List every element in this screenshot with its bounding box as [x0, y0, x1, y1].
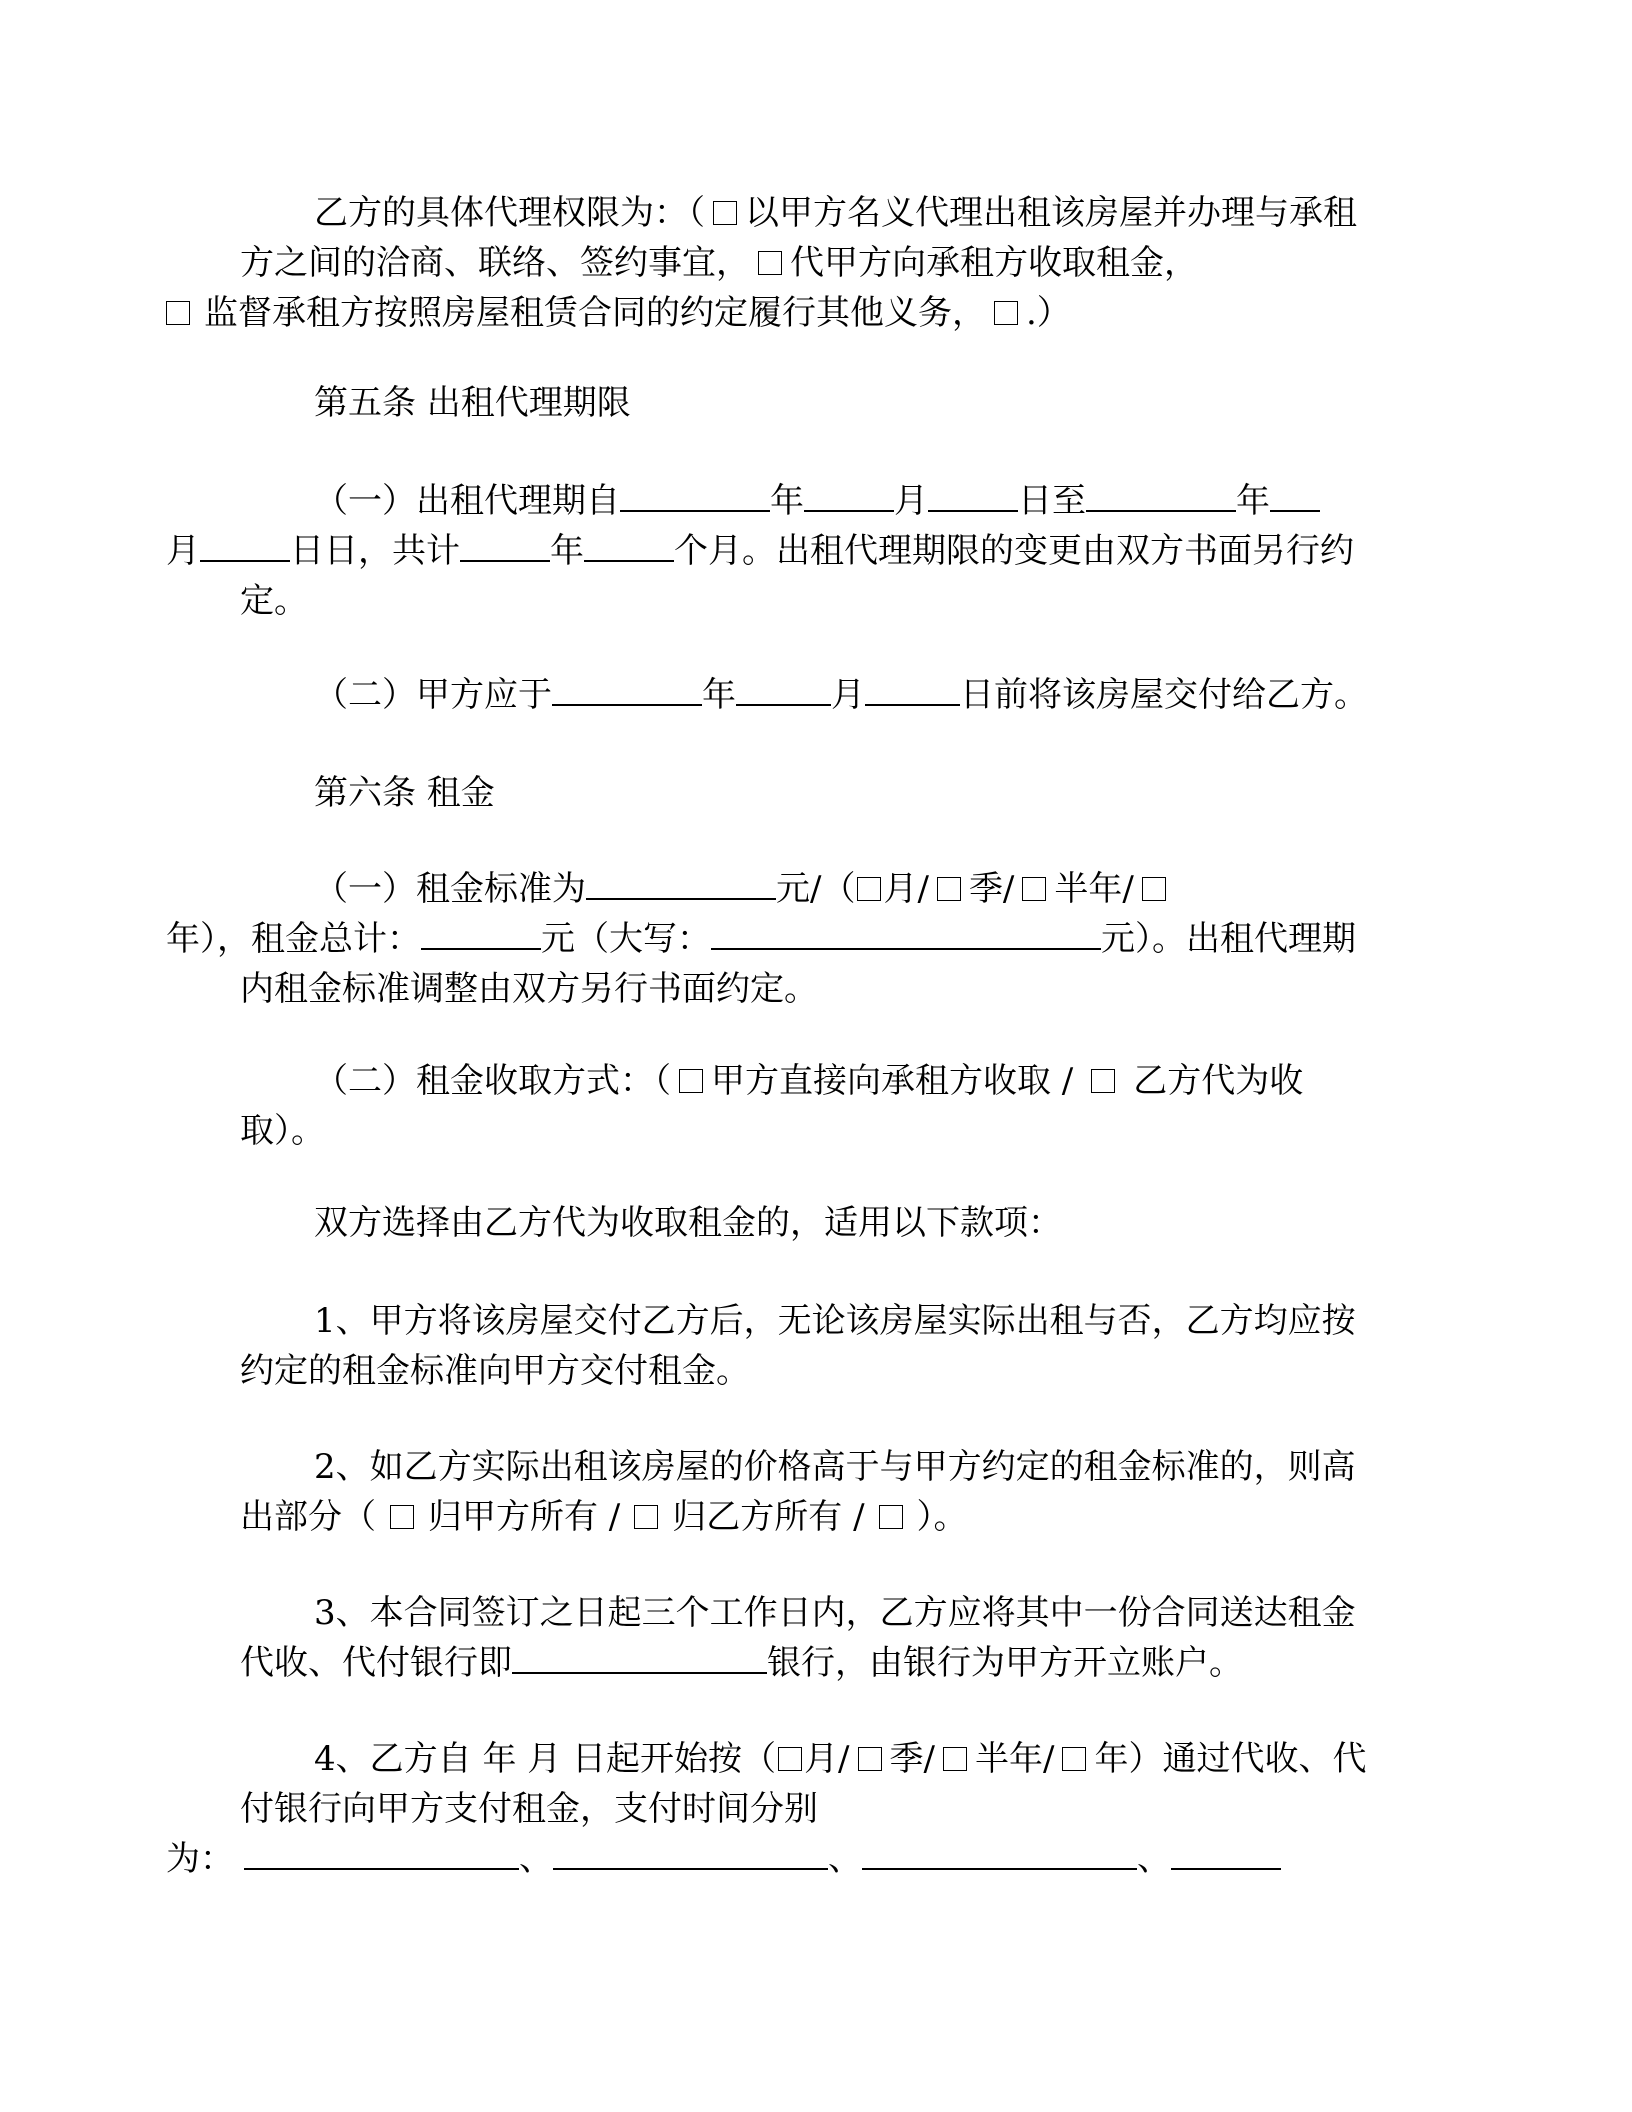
rent-amount-blank[interactable]	[586, 864, 776, 900]
clause-3-text: 3、本合同签订之日起三个工作日内，乙方应将其中一份合同送达租金代收、代付银行即	[240, 1593, 1356, 1683]
handover-day-blank[interactable]	[865, 670, 960, 706]
checkbox-icon[interactable]	[778, 1747, 802, 1771]
rent-standard-paragraph	[166, 864, 1386, 1014]
article-5-heading: 第五条 出租代理期限	[314, 383, 631, 423]
checkbox-icon[interactable]	[1022, 877, 1046, 901]
rent-total-blank[interactable]	[421, 914, 541, 950]
year-label: 年	[770, 481, 804, 521]
end-month-blank[interactable]	[1270, 476, 1320, 512]
checkbox-icon[interactable]	[1091, 1069, 1115, 1093]
payment-times-label: 为：	[166, 1839, 234, 1879]
start-year-blank[interactable]	[620, 476, 770, 512]
checkbox-icon[interactable]	[713, 201, 737, 225]
total-label: 日日，共计	[290, 531, 460, 571]
payment-time-blank-4[interactable]	[1171, 1834, 1281, 1870]
agency-scope-intro: 乙方的具体代理权限为：（	[314, 193, 705, 233]
handover-tail: 日前将该房屋交付给乙方。	[960, 675, 1368, 715]
handover-year-blank[interactable]	[552, 670, 702, 706]
handover-paragraph	[240, 670, 1386, 720]
clause-1: 1、甲方将该房屋交付乙方后，无论该房屋实际出租与否，乙方均应按约定的租金标准向甲方交付租金。	[240, 1301, 1356, 1391]
handover-label: （二）甲方应于	[314, 675, 552, 715]
option-month: 月/	[883, 869, 929, 909]
day-label: 日至	[1018, 481, 1086, 521]
checkbox-icon[interactable]	[994, 301, 1018, 325]
payment-time-blank-2[interactable]	[553, 1834, 828, 1870]
agency-scope-option-2: 代甲方向承租方收取租金，	[790, 243, 1198, 283]
bank-name-blank[interactable]	[512, 1638, 767, 1674]
checkbox-icon[interactable]	[758, 251, 782, 275]
rent-collection-label: （二）租金收取方式：（	[314, 1061, 671, 1101]
separator: 、	[519, 1839, 553, 1879]
separator: 、	[1137, 1839, 1171, 1879]
agency-scope-option-3: 监督承租方按照房屋租赁合同的约定履行其他义务，	[204, 293, 986, 333]
rent-collection-paragraph	[240, 1056, 1386, 1156]
checkbox-icon[interactable]	[166, 301, 190, 325]
checkbox-icon[interactable]	[858, 1747, 882, 1771]
clause-2-option-2: 归乙方所有 /	[672, 1497, 865, 1537]
year-label: 年	[550, 531, 584, 571]
period-tail: 个月。出租代理期限的变更由双方书面另行约定。	[240, 531, 1354, 621]
payment-time-blank-3[interactable]	[862, 1834, 1137, 1870]
article-6-heading: 第六条 租金	[314, 773, 495, 813]
checkbox-icon[interactable]	[879, 1505, 903, 1529]
rent-standard-label: （一）租金标准为	[314, 869, 586, 909]
checkbox-icon[interactable]	[1062, 1747, 1086, 1771]
checkbox-icon[interactable]	[390, 1505, 414, 1529]
year-label: 年	[702, 675, 736, 715]
option-month: 月/	[804, 1739, 850, 1779]
rent-capital-blank[interactable]	[711, 914, 1101, 950]
clause-4-text: 4、乙方自 年 月 日起开始按（	[314, 1739, 777, 1779]
agency-scope-paragraph	[204, 188, 1386, 338]
option-season: 季/	[889, 1739, 935, 1779]
clause-2-end: ）。	[916, 1497, 968, 1537]
start-day-blank[interactable]	[928, 476, 1018, 512]
collection-option-1: 甲方直接向承租方收取 /	[711, 1061, 1074, 1101]
rent-standard-tail: 元）。出租代理期内租金标准调整由双方另行书面约定。	[240, 919, 1356, 1009]
option-year-total-label: 年），租金总计：	[166, 919, 421, 959]
total-years-blank[interactable]	[460, 526, 550, 562]
option-half-year: 半年/	[1054, 869, 1134, 909]
rent-unit-label: 元/（	[776, 869, 856, 909]
clause-4	[166, 1734, 1386, 1884]
option-half-year: 半年/	[975, 1739, 1055, 1779]
year-label: 年	[1236, 481, 1270, 521]
month-label: 月	[831, 675, 865, 715]
option-season: 季/	[968, 869, 1015, 909]
total-months-blank[interactable]	[584, 526, 674, 562]
checkbox-icon[interactable]	[634, 1505, 658, 1529]
clause-3-tail: 银行，由银行为甲方开立账户。	[767, 1643, 1243, 1683]
handover-month-blank[interactable]	[736, 670, 831, 706]
agency-scope-end: .）	[1026, 293, 1071, 333]
month-label: 月	[166, 531, 200, 571]
clause-3	[240, 1588, 1386, 1688]
end-year-blank[interactable]	[1086, 476, 1236, 512]
month-label: 月	[894, 481, 928, 521]
rent-capital-label: 元（大写：	[541, 919, 711, 959]
checkbox-icon[interactable]	[1142, 877, 1166, 901]
checkbox-icon[interactable]	[943, 1747, 967, 1771]
checkbox-icon[interactable]	[937, 877, 961, 901]
separator: 、	[828, 1839, 862, 1879]
collection-option-2: 乙方代为收取）。	[240, 1061, 1304, 1151]
clause-4-tail: 年）通过代收、代付银行向甲方支付租金，支付时间分别	[240, 1739, 1367, 1829]
clause-2-text: 2、如乙方实际出租该房屋的价格高于与甲方约定的租金标准的，则高出部分（	[240, 1447, 1356, 1537]
agency-scope-option-1: 以甲方名义代理出租该房屋并办理与承租方之间的洽商、联络、签约事宜，	[240, 193, 1357, 283]
agency-period-paragraph	[166, 476, 1386, 626]
end-day-blank[interactable]	[200, 526, 290, 562]
clause-2-option-1: 归甲方所有 /	[428, 1497, 621, 1537]
payment-time-blank-1[interactable]	[244, 1834, 519, 1870]
checkbox-icon[interactable]	[679, 1069, 703, 1093]
period-label: （一）出租代理期自	[314, 481, 620, 521]
collection-clauses-intro: 双方选择由乙方代为收取租金的，适用以下款项：	[314, 1203, 1062, 1243]
clause-2	[240, 1442, 1386, 1542]
checkbox-icon[interactable]	[857, 877, 881, 901]
start-month-blank[interactable]	[804, 476, 894, 512]
